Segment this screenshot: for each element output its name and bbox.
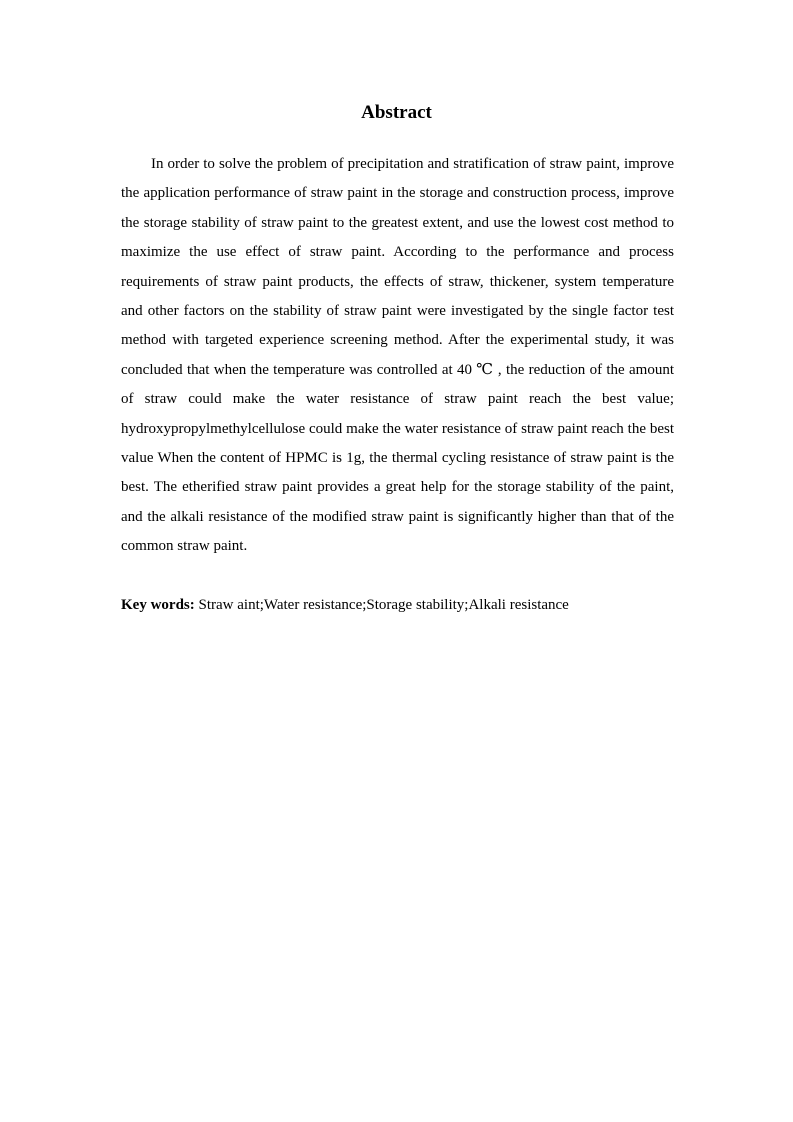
abstract-title: Abstract (361, 102, 432, 123)
keywords-text: Straw aint;Water resistance;Storage stability;Alkali resistance (194, 597, 569, 613)
abstract-paragraph: In order to solve the problem of precipitation and stratification of straw paint, improve the application performance of straw paint in the storage and construction process, improve the storage stability of straw paint to the greatest extent, and use the lowest cost method to maximize the use effect of straw paint. According to the performance and process requirements of straw paint products, the effects of straw, thickener, system temperature and other factors on the stability of straw paint were investigated by the single factor test method with targeted experience screening method. After the experimental study, it was concluded that when the temperature was controlled at 40 ℃ , the reduction of the amount of straw could make the water resistance of straw paint reach the best value; hydroxypropylmethylcellulose could make the water resistance of straw paint reach the best value When the content of HPMC is 1g, the thermal cycling resistance of straw paint is the best. The etherified straw paint provides a great help for the storage stability of the paint, and the alkali resistance of the modified straw paint is significantly higher than that of the common straw paint. (121, 156, 674, 555)
keywords-label: Key words: (121, 597, 195, 613)
keywords-line (121, 592, 674, 618)
